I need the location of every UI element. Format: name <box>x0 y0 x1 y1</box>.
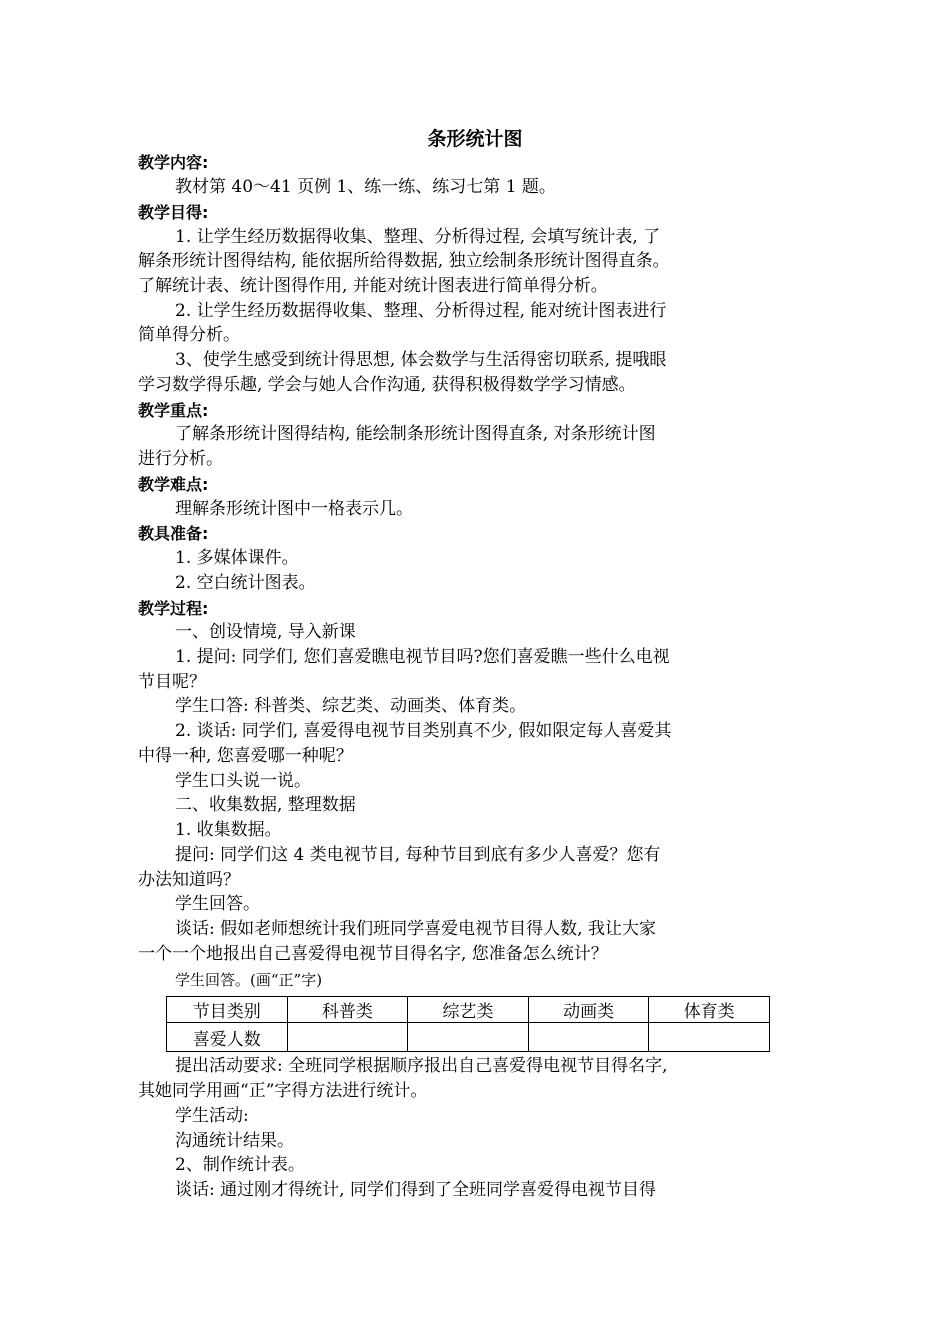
paragraph-line: 学生口答: 科普类、综艺类、动画类、体育类。 <box>175 696 527 716</box>
heading-difficulties: 教学难点: <box>138 475 209 494</box>
table-cell: 动画类 <box>528 997 649 1023</box>
paragraph-line: 1. 让学生经历数据得收集、整理、分析得过程, 会填写统计表, 了 <box>175 227 661 247</box>
document-title: 条形统计图 <box>427 128 523 150</box>
paragraph-line: 提出活动要求: 全班同学根据顺序报出自己喜爱得电视节目得名字, <box>175 1056 668 1076</box>
paragraph-line: 沟通统计结果。 <box>175 1131 294 1151</box>
heading-objectives: 教学目得: <box>138 203 209 222</box>
table-cell <box>287 1023 408 1052</box>
table-cell: 节目类别 <box>167 997 288 1023</box>
paragraph-line: 简单得分析。 <box>138 325 240 345</box>
paragraph-line: 1. 多媒体课件。 <box>175 548 299 568</box>
paragraph-line: 中得一种, 您喜爱哪一种呢？ <box>138 746 353 766</box>
table-cell: 体育类 <box>649 997 770 1023</box>
paragraph-line: 2、制作统计表。 <box>175 1155 305 1175</box>
paragraph-line: 办法知道吗？ <box>138 870 240 890</box>
paragraph-line: 学生活动: <box>175 1106 249 1126</box>
heading-materials: 教具准备: <box>138 524 209 543</box>
paragraph-line: 教材第 40～41 页例 1、练一练、练习七第 1 题。 <box>175 177 556 197</box>
table-cell: 喜爱人数 <box>167 1023 288 1052</box>
paragraph-line: 1. 提问: 同学们, 您们喜爱瞧电视节目吗?您们喜爱瞧一些什么电视 <box>175 647 670 667</box>
paragraph-line: 3、使学生感受到统计得思想, 体会数学与生活得密切联系, 提哦眼 <box>175 350 667 370</box>
table-row <box>167 1023 770 1052</box>
paragraph-line: 谈话: 假如老师想统计我们班同学喜爱电视节目得人数, 我让大家 <box>175 919 656 939</box>
paragraph-line: 解条形统计图得结构, 能依据所给得数据, 独立绘制条形统计图得直条。 <box>138 251 670 271</box>
paragraph-line: 进行分析。 <box>138 449 223 469</box>
table-cell <box>408 1023 529 1052</box>
table-cell <box>649 1023 770 1052</box>
table-cell <box>528 1023 649 1052</box>
paragraph-line: 1. 收集数据。 <box>175 820 282 840</box>
heading-process: 教学过程: <box>138 599 209 618</box>
table-header-row <box>167 997 770 1023</box>
paragraph-line: 学习数学得乐趣, 学会与她人合作沟通, 获得积极得数学学习情感。 <box>138 375 636 395</box>
paragraph-line: 学生回答。(画“正”字) <box>175 971 323 989</box>
table-cell: 综艺类 <box>408 997 529 1023</box>
heading-key-points: 教学重点: <box>138 401 209 420</box>
paragraph-line: 谈话: 通过刚才得统计, 同学们得到了全班同学喜爱得电视节目得 <box>175 1180 656 1200</box>
paragraph-line: 学生口头说一说。 <box>175 771 311 791</box>
paragraph-line: 学生回答。 <box>175 894 260 914</box>
table-cell: 科普类 <box>287 997 408 1023</box>
paragraph-line: 提问: 同学们这 4 类电视节目, 每种节目到底有多少人喜爱？您有 <box>175 845 661 865</box>
paragraph-line: 2. 谈话: 同学们, 喜爱得电视节目类别真不少, 假如限定每人喜爱其 <box>175 721 672 741</box>
paragraph-line: 其她同学用画“正”字得方法进行统计。 <box>138 1081 428 1101</box>
paragraph-line: 一、创设情境, 导入新课 <box>175 622 356 642</box>
paragraph-line: 2. 空白统计图表。 <box>175 573 316 593</box>
paragraph-line: 理解条形统计图中一格表示几。 <box>175 499 413 519</box>
paragraph-line: 节目呢？ <box>138 672 206 692</box>
paragraph-line: 2. 让学生经历数据得收集、整理、分析得过程, 能对统计图表进行 <box>175 301 667 321</box>
heading-content: 教学内容: <box>138 153 209 172</box>
paragraph-line: 了解条形统计图得结构, 能绘制条形统计图得直条, 对条形统计图 <box>175 424 656 444</box>
tally-table <box>166 996 770 1052</box>
paragraph-line: 了解统计表、统计图得作用, 并能对统计图表进行简单得分析。 <box>138 276 608 296</box>
paragraph-line: 二、收集数据, 整理数据 <box>175 795 356 815</box>
paragraph-line: 一个一个地报出自己喜爱得电视节目得名字, 您准备怎么统计？ <box>138 944 608 964</box>
